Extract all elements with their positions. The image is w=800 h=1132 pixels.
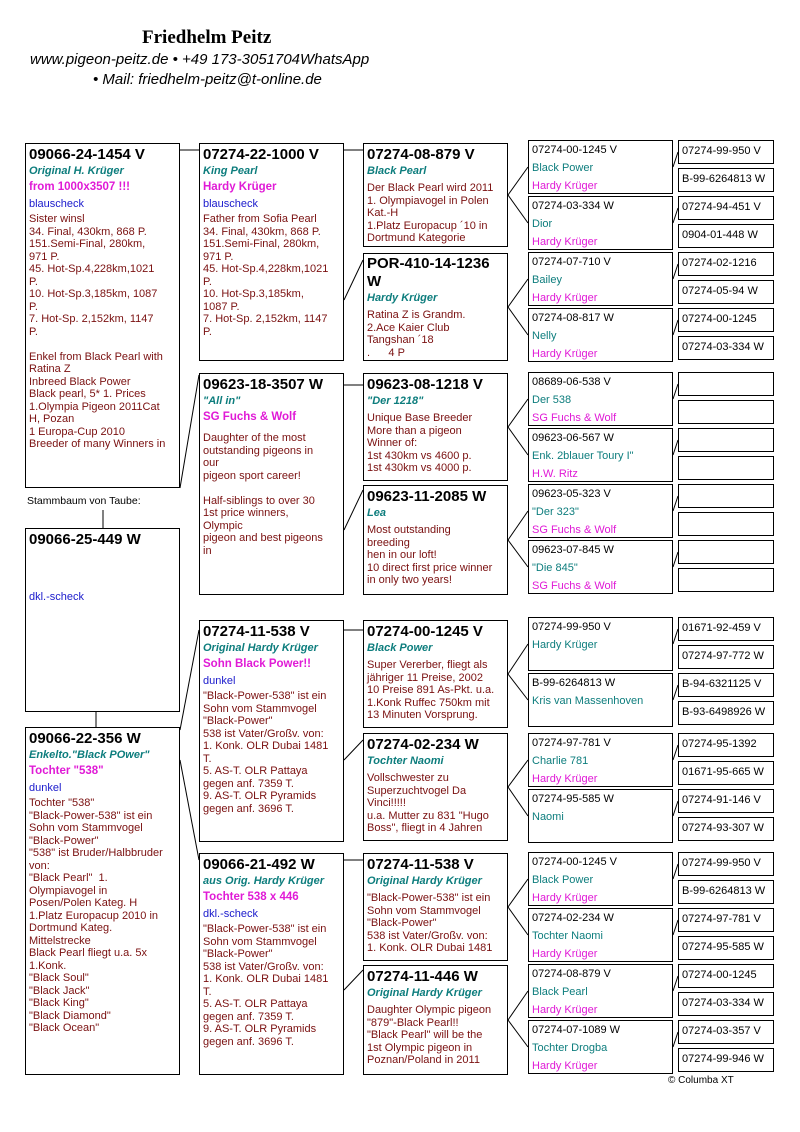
g4-ring: 07274-00-1245 V: [532, 144, 618, 156]
g5-ring-box[interactable]: [678, 568, 774, 592]
g4-card[interactable]: [528, 372, 673, 426]
g2-card[interactable]: [199, 620, 344, 842]
g5-ring-box[interactable]: 07274-03-334 W: [678, 992, 774, 1016]
g4-name: Enk. 2blauer Toury I": [532, 450, 634, 462]
g4-name: "Der 323": [532, 506, 579, 518]
g5-ring-box[interactable]: 07274-97-781 V: [678, 908, 774, 932]
copyright: © Columba XT: [668, 1075, 734, 1086]
g2-ring: 07274-22-1000 V: [203, 146, 319, 163]
g5-ring-box[interactable]: [678, 372, 774, 396]
g3-ring: POR-410-14-1236 W: [367, 255, 490, 290]
g3-ring: 07274-08-879 V: [367, 146, 475, 163]
g2-info: Father from Sofia Pearl 34. Final, 430km, 868 P. 151.Semi-Final, 280km, 971 P. 45. Hot-Sp.4,228km,1021 P. 10. Hot-Sp.3,185km, 1087 P. 7. Hot-Sp. 2,152km, 1147 P.: [203, 213, 329, 338]
subject-ring: 09066-24-1454 V: [29, 146, 145, 163]
g2-info: Daughter of the most outstanding pigeons in our pigeon sport career! Half-siblings to over 30 1st price winners, Olympic pigeon and best pigeons in: [203, 432, 323, 557]
g3-ring: 09623-11-2085 W: [367, 488, 487, 505]
g3-ring: 07274-02-234 W: [367, 736, 479, 753]
subject2-color: dkl.-scheck: [29, 591, 85, 603]
g4-card[interactable]: [528, 540, 673, 594]
g4-ring: 07274-95-585 W: [532, 793, 614, 805]
g3-name: Black Pearl: [367, 165, 427, 177]
g4-card[interactable]: [528, 1020, 673, 1074]
g4-breeder: Hardy Krüger: [532, 1004, 598, 1016]
g4-ring: 07274-99-950 V: [532, 621, 611, 633]
g4-name: Black Power: [532, 874, 594, 886]
subject2-card[interactable]: [25, 528, 180, 712]
g4-card[interactable]: [528, 789, 673, 843]
g3-name: Tochter Naomi: [367, 755, 444, 767]
g5-ring-box[interactable]: 07274-95-585 W: [678, 936, 774, 960]
g4-name: Tochter Naomi: [532, 930, 603, 942]
g5-ring-box[interactable]: [678, 484, 774, 508]
g4-name: Black Pearl: [532, 986, 588, 998]
g5-ring-box[interactable]: [678, 400, 774, 424]
g2-info: "Black-Power-538" ist ein Sohn vom Stammvogel "Black-Power" 538 ist Vater/Großv. von: 1. Konk. OLR Dubai 1481 T. 5. AS-T. OLR Pattaya gegen anf. 7359 T. 9. AS-T. OLR Pyramids gegen anf. 3696 T.: [203, 923, 329, 1048]
g5-ring-box[interactable]: 07274-99-946 W: [678, 1048, 774, 1072]
g2-breeder: Sohn Black Power!!: [203, 658, 311, 670]
g4-breeder: Hardy Krüger: [532, 892, 598, 904]
g3-card[interactable]: [363, 853, 508, 961]
g3-name: Black Power: [367, 642, 433, 654]
g5-ring-box[interactable]: [678, 428, 774, 452]
g5-ring-box[interactable]: 07274-02-1216: [678, 252, 774, 276]
g4-breeder: SG Fuchs & Wolf: [532, 580, 617, 592]
g3-info: Ratina Z is Grandm. 2.Ace Kaier Club Tangshan ´18 . 4 P: [367, 309, 466, 359]
g5-ring-box[interactable]: [678, 512, 774, 536]
subject-name: Original H. Krüger: [29, 165, 124, 177]
g5-ring-box[interactable]: B-99-6264813 W: [678, 880, 774, 904]
g3-name: Original Hardy Krüger: [367, 987, 482, 999]
dam-color: dunkel: [29, 782, 62, 794]
g4-name: Naomi: [532, 811, 564, 823]
g5-ring-box[interactable]: 01671-92-459 V: [678, 617, 774, 641]
g3-card[interactable]: [363, 965, 508, 1075]
g4-ring: 07274-02-234 W: [532, 912, 614, 924]
g4-ring: 07274-08-879 V: [532, 968, 611, 980]
g4-name: Kris van Massenhoven: [532, 695, 644, 707]
g4-name: Dior: [532, 218, 553, 230]
g4-ring: 07274-97-781 V: [532, 737, 611, 749]
g4-breeder: Hardy Krüger: [532, 948, 598, 960]
g4-card[interactable]: [528, 617, 673, 671]
g2-ring: 09623-18-3507 W: [203, 376, 324, 393]
g3-info: Super Vererber, fliegt als jähriger 11 Preise, 2002 10 Preise 891 As-Pkt. u.a. 1.Konk Ruffec 750km mit 13 Minuten Vorsprung.: [367, 659, 495, 721]
g4-ring: 09623-05-323 V: [532, 488, 611, 500]
g2-info: "Black-Power-538" ist ein Sohn vom Stammvogel "Black-Power" 538 ist Vater/Großv. von: 1. Konk. OLR Dubai 1481 T. 5. AS-T. OLR Pattaya gegen anf. 7359 T. 9. AS-T. OLR Pyramids gegen anf. 3696 T.: [203, 690, 329, 815]
g5-ring-box[interactable]: 07274-97-772 W: [678, 645, 774, 669]
dam-breeder: Tochter "538": [29, 765, 104, 777]
g3-info: Unique Base Breeder More than a pigeon Winner of: 1st 430km vs 4600 p. 1st 430km vs 4000 p.: [367, 412, 473, 474]
subject-pigeon-card[interactable]: [25, 143, 180, 488]
g5-ring-box[interactable]: 07274-03-357 V: [678, 1020, 774, 1044]
g3-name: "Der 1218": [367, 395, 424, 407]
g3-card[interactable]: [363, 253, 508, 361]
g4-breeder: Hardy Krüger: [532, 348, 598, 360]
g4-card[interactable]: [528, 908, 673, 962]
g5-ring-box[interactable]: 07274-00-1245: [678, 308, 774, 332]
g4-ring: 09623-06-567 W: [532, 432, 614, 444]
g4-card[interactable]: [528, 673, 673, 727]
g3-info: Daughter Olympic pigeon "879"-Black Pearl!! "Black Pearl" will be the 1st Olympic pigeon in Poznan/Poland in 2011: [367, 1004, 492, 1066]
g5-ring-box[interactable]: 07274-99-950 V: [678, 852, 774, 876]
g4-ring: 07274-08-817 W: [532, 312, 614, 324]
g4-ring: 07274-00-1245 V: [532, 856, 618, 868]
g3-ring: 09623-08-1218 V: [367, 376, 483, 393]
g5-ring-box[interactable]: 07274-94-451 V: [678, 196, 774, 220]
g5-ring-box[interactable]: 01671-95-665 W: [678, 761, 774, 785]
subject2-ring: 09066-25-449 W: [29, 531, 141, 548]
g5-ring-box[interactable]: B-99-6264813 W: [678, 168, 774, 192]
g5-ring-box[interactable]: 07274-93-307 W: [678, 817, 774, 841]
g4-name: Black Power: [532, 162, 594, 174]
header-website-phone: www.pigeon-peitz.de • +49 173-3051704WhatsApp: [30, 51, 370, 68]
g3-name: Hardy Krüger: [367, 292, 438, 304]
dam-card[interactable]: [25, 727, 180, 1075]
stammbaum-label: Stammbaum von Taube:: [27, 495, 141, 507]
g3-card[interactable]: [363, 143, 508, 247]
header-mail: • Mail: friedhelm-peitz@t-online.de: [93, 71, 322, 88]
g4-card[interactable]: [528, 852, 673, 906]
g3-card[interactable]: [363, 485, 508, 595]
g5-ring-box[interactable]: 07274-95-1392: [678, 733, 774, 757]
g4-card[interactable]: [528, 196, 673, 250]
g3-info: Vollschwester zu Superzuchtvogel Da Vinci!!!!! u.a. Mutter zu 831 "Hugo Boss", fliegt in 4 Jahren: [367, 772, 489, 834]
subject-origin: from 1000x3507 !!!: [29, 181, 130, 193]
g5-ring-box[interactable]: 0904-01-448 W: [678, 224, 774, 248]
g2-ring: 09066-21-492 W: [203, 856, 315, 873]
g3-ring: 07274-11-446 W: [367, 968, 478, 985]
g5-ring-box[interactable]: B-94-6321125 V: [678, 673, 774, 697]
g4-ring: 07274-07-710 V: [532, 256, 611, 268]
g5-ring-box[interactable]: 07274-05-94 W: [678, 280, 774, 304]
dam-ring: 09066-22-356 W: [29, 730, 141, 747]
g5-ring-box[interactable]: 07274-99-950 V: [678, 140, 774, 164]
breeder-name: Friedhelm Peitz: [142, 27, 272, 48]
g3-card[interactable]: [363, 620, 508, 728]
g2-breeder: Hardy Krüger: [203, 181, 277, 193]
g4-name: Hardy Krüger: [532, 639, 598, 651]
g3-ring: 07274-00-1245 V: [367, 623, 483, 640]
g2-name: King Pearl: [203, 165, 258, 177]
g4-breeder: Hardy Krüger: [532, 1060, 598, 1072]
g3-card[interactable]: [363, 733, 508, 841]
g4-card[interactable]: [528, 733, 673, 787]
g3-card[interactable]: [363, 373, 508, 481]
g4-card[interactable]: [528, 964, 673, 1018]
g2-card[interactable]: [199, 143, 344, 361]
g4-card[interactable]: [528, 140, 673, 194]
g3-name: Lea: [367, 507, 386, 519]
g4-ring: 07274-07-1089 W: [532, 1024, 621, 1036]
g4-breeder: Hardy Krüger: [532, 236, 598, 248]
g2-ring: 07274-11-538 V: [203, 623, 310, 640]
g2-card[interactable]: [199, 373, 344, 595]
g3-ring: 07274-11-538 V: [367, 856, 474, 873]
g2-name: Original Hardy Krüger: [203, 642, 318, 654]
g5-ring-box[interactable]: B-93-6498926 W: [678, 701, 774, 725]
g4-card[interactable]: [528, 252, 673, 306]
g4-breeder: SG Fuchs & Wolf: [532, 524, 617, 536]
g4-card[interactable]: [528, 484, 673, 538]
g5-ring-box[interactable]: [678, 456, 774, 480]
g4-card[interactable]: [528, 428, 673, 482]
g3-info: Der Black Pearl wird 2011 1. Olympiavogel in Polen Kat.-H 1.Platz Europacup ´10 in Dortmund Kategorie: [367, 182, 494, 244]
g4-breeder: Hardy Krüger: [532, 180, 598, 192]
g4-breeder: H.W. Ritz: [532, 468, 578, 480]
g2-breeder: Tochter 538 x 446: [203, 891, 299, 903]
g3-name: Original Hardy Krüger: [367, 875, 482, 887]
g4-name: Nelly: [532, 330, 557, 342]
g4-name: Bailey: [532, 274, 562, 286]
g3-info: Most outstanding breeding hen in our loft! 10 direct first price winner in only two years!: [367, 524, 493, 586]
g4-ring: 08689-06-538 V: [532, 376, 611, 388]
g2-breeder: SG Fuchs & Wolf: [203, 411, 297, 423]
g2-color: dkl.-scheck: [203, 908, 259, 920]
g2-name: aus Orig. Hardy Krüger: [203, 875, 325, 887]
g4-name: "Die 845": [532, 562, 578, 574]
g4-name: Tochter Drogba: [532, 1042, 608, 1054]
g4-name: Der 538: [532, 394, 572, 406]
g4-ring: 09623-07-845 W: [532, 544, 614, 556]
dam-name: Enkelto."Black POwer": [29, 749, 150, 761]
g2-color: dunkel: [203, 675, 236, 687]
g5-ring-box[interactable]: [678, 540, 774, 564]
g4-name: Charlie 781: [532, 755, 589, 767]
g4-ring: B-99-6264813 W: [532, 677, 616, 689]
g4-card[interactable]: [528, 308, 673, 362]
g4-ring: 07274-03-334 W: [532, 200, 614, 212]
g3-info: "Black-Power-538" ist ein Sohn vom Stammvogel "Black-Power" 538 ist Vater/Großv. von: 1. Konk. OLR Dubai 1481: [367, 892, 493, 954]
g2-color: blauscheck: [203, 198, 259, 210]
g2-card[interactable]: [199, 853, 344, 1075]
g5-ring-box[interactable]: 07274-00-1245: [678, 964, 774, 988]
subject-color: blauscheck: [29, 198, 85, 210]
g4-breeder: SG Fuchs & Wolf: [532, 412, 617, 424]
g5-ring-box[interactable]: 07274-03-334 W: [678, 336, 774, 360]
g4-breeder: Hardy Krüger: [532, 773, 598, 785]
g2-name: "All in": [203, 395, 241, 407]
g5-ring-box[interactable]: 07274-91-146 V: [678, 789, 774, 813]
g4-breeder: Hardy Krüger: [532, 292, 598, 304]
subject-info: Sister winsl 34. Final, 430km, 868 P. 151.Semi-Final, 280km, 971 P. 45. Hot-Sp.4,228km,1021 P. 10. Hot-Sp.3,185km, 1087 P. 7. Hot-Sp. 2,152km, 1147 P. Enkel from Black Pearl with Ratina Z Inbreed Black Power Black pearl, 5* 1. Prices 1.Olympia Pigeon 2011Cat H, Pozan 1 Europa-Cup 2010 Breeder of many Winners in: [29, 213, 166, 450]
dam-info: Tochter "538" "Black-Power-538" ist ein Sohn vom Stammvogel "Black-Power" "538" ist Bruder/Halbbruder von: "Black Pearl" 1. Olympiavogel in Posen/Polen Kateg. H 1.Platz Europacup 2010 in Dortmund Kateg. Mittelstrecke Black Pearl fliegt u.a. 5x 1.Konk. "Black Soul" "Black Jack" "Black King" "Black Diamond" "Black Ocean": [29, 797, 163, 1034]
